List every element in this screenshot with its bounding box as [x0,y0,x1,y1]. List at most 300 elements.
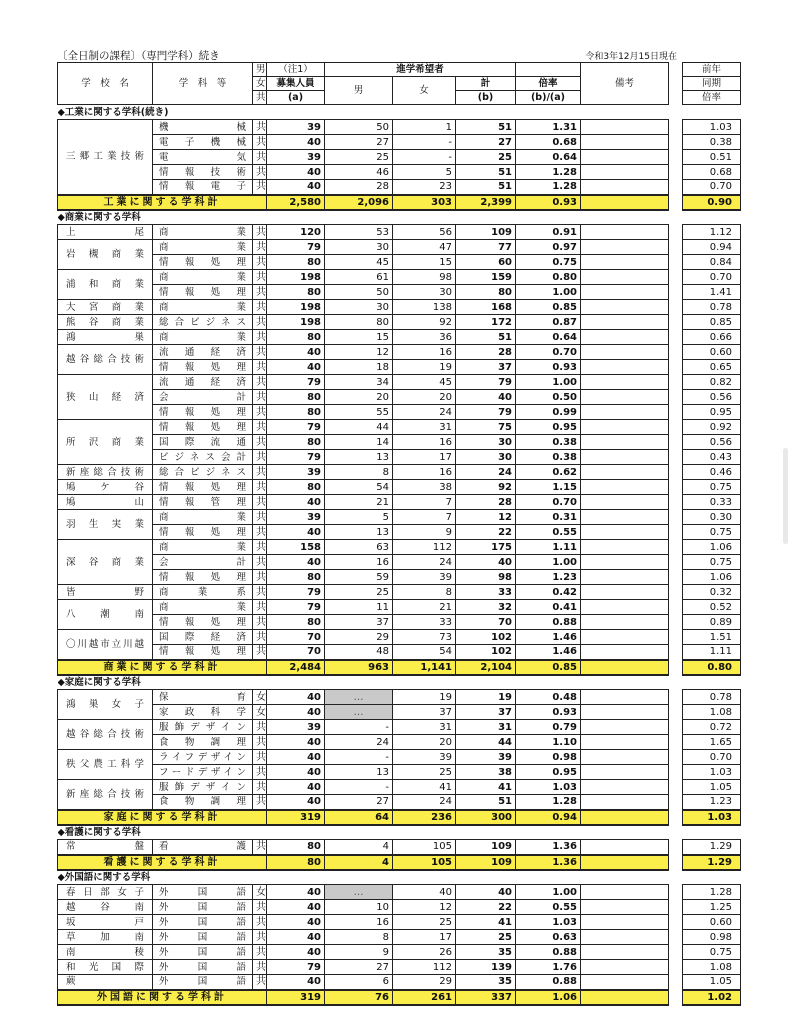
total-label: 商業に関する学科計 [58,660,267,675]
female-cell: 24 [393,795,456,810]
female-cell: 37 [393,705,456,720]
recruit-cell: 79 [267,375,325,390]
gender-cell: 女 [253,690,267,705]
total-cell: 75 [456,420,516,435]
table-row [58,225,669,240]
male-cell: 9 [325,945,393,960]
section-title: ◆工業に関する学科(続き) [58,105,669,120]
male-cell: 15 [325,330,393,345]
prev-ratio-cell: 1.12 [683,225,741,240]
prev-ratio-cell: 0.72 [683,720,741,735]
notes-cell [581,945,669,960]
recruit-cell: 80 [267,435,325,450]
prev-ratio-cell: 1.29 [683,840,741,855]
female-cell: 15 [393,255,456,270]
school-name: 浦 和 商 業 [58,270,153,300]
section-title: ◆商業に関する学科 [58,210,669,225]
male-cell: 53 [325,225,393,240]
dept-name: 家 政 科 学 [153,705,253,720]
dept-name: 外 国 語 [153,975,253,990]
col-prev-1: 前年 [683,63,741,77]
ratio-cell: 1.46 [516,645,581,660]
total-cell: 109 [456,840,516,855]
recruit-cell: 40 [267,975,325,990]
school-name: 鳩 ケ 谷 [58,480,153,495]
female-cell: 29 [393,975,456,990]
total-cell: 22 [456,900,516,915]
prev-ratio-cell: 1.08 [683,960,741,975]
prev-ratio-cell: 0.75 [683,945,741,960]
col-prev-2: 同期 [683,77,741,91]
ratio-cell: 0.91 [516,225,581,240]
gender-cell: 共 [253,480,267,495]
female-cell: 12 [393,900,456,915]
notes-cell [581,705,669,720]
table-row [58,720,669,735]
school-name: 越谷総合技術 [58,720,153,750]
school-name: 熊 谷 商 業 [58,315,153,330]
recruit-cell: 39 [267,465,325,480]
total-row [58,990,669,1005]
ratio-cell: 1.03 [516,915,581,930]
prev-row [683,330,741,345]
notes-cell [581,330,669,345]
table-body [58,105,669,1005]
male-cell: 10 [325,900,393,915]
gender-cell: 共 [253,300,267,315]
prev-row [683,720,741,735]
prev-row [683,270,741,285]
dept-name: 総合ビジネス [153,315,253,330]
total-sum: 337 [456,990,516,1005]
ratio-cell: 0.41 [516,600,581,615]
gender-cell: 共 [253,840,267,855]
total-cell: 102 [456,645,516,660]
prev-ratio-cell: 1.08 [683,705,741,720]
table-row [58,240,669,255]
notes-cell [581,375,669,390]
col-dept: 学 科 等 [153,63,253,105]
prev-ratio-cell: 1.03 [683,120,741,135]
table-row [58,465,669,480]
recruit-cell: 79 [267,240,325,255]
total-notes [581,660,669,675]
recruit-cell: 198 [267,300,325,315]
dept-name: 商 業 [153,225,253,240]
dept-name: 服飾デザイン [153,720,253,735]
female-cell: 24 [393,405,456,420]
female-cell: 23 [393,180,456,195]
recruit-cell: 80 [267,615,325,630]
recruit-cell: 39 [267,510,325,525]
gender-cell: 女 [253,705,267,720]
school-name: 越 谷 南 [58,900,153,915]
dept-name: 情 報 電 子 [153,180,253,195]
prev-row [683,525,741,540]
recruit-cell: 80 [267,405,325,420]
male-cell: … [325,690,393,705]
prev-ratio-cell: 1.23 [683,795,741,810]
prev-ratio-cell: 1.05 [683,975,741,990]
notes-cell [581,180,669,195]
female-cell: 36 [393,330,456,345]
total-recruit: 80 [267,855,325,870]
dept-name: 情 報 処 理 [153,255,253,270]
ratio-cell: 1.03 [516,780,581,795]
ratio-cell: 1.11 [516,540,581,555]
notes-cell [581,465,669,480]
notes-cell [581,735,669,750]
male-cell: 27 [325,135,393,150]
total-notes [581,810,669,825]
male-cell: - [325,720,393,735]
recruit-cell: 40 [267,525,325,540]
recruit-cell: 39 [267,720,325,735]
gender-cell: 共 [253,120,267,135]
notes-cell [581,285,669,300]
total-cell: 31 [456,720,516,735]
prev-ratio-cell: 0.84 [683,255,741,270]
total-ratio: 1.36 [516,855,581,870]
col-ratio-unit: (b)/(a) [516,91,581,105]
female-cell: 105 [393,840,456,855]
female-cell: 16 [393,465,456,480]
total-sum: 109 [456,855,516,870]
male-cell: 20 [325,390,393,405]
section-header [58,825,669,840]
school-name: 常 盤 [58,840,153,855]
notes-cell [581,150,669,165]
prev-row [683,735,741,750]
gender-cell: 共 [253,285,267,300]
gender-cell: 共 [253,225,267,240]
recruit-cell: 158 [267,540,325,555]
col-ratio: 倍率 [516,77,581,91]
recruit-cell: 198 [267,315,325,330]
recruit-cell: 40 [267,135,325,150]
total-label: 工業に関する学科計 [58,195,267,210]
total-cell: 33 [456,585,516,600]
school-name: 皆 野 [58,585,153,600]
notes-cell [581,240,669,255]
total-notes [581,195,669,210]
notes-cell [581,885,669,900]
gender-cell: 共 [253,585,267,600]
prev-row [683,165,741,180]
male-cell: 30 [325,240,393,255]
school-name: 鳩 山 [58,495,153,510]
dept-name: 情 報 処 理 [153,645,253,660]
section-spacer [683,825,741,840]
notes-cell [581,405,669,420]
prev-row [683,255,741,270]
prev-ratio-cell: 1.06 [683,540,741,555]
female-cell: 19 [393,360,456,375]
male-cell: … [325,885,393,900]
gender-cell: 共 [253,960,267,975]
female-cell: 45 [393,375,456,390]
recruit-cell: 70 [267,645,325,660]
gender-cell: 共 [253,900,267,915]
ratio-cell: 0.99 [516,405,581,420]
notes-cell [581,915,669,930]
total-label: 外国語に関する学科計 [58,990,267,1005]
recruit-cell: 40 [267,345,325,360]
school-name: 南 稜 [58,945,153,960]
male-cell: 8 [325,930,393,945]
gender-cell: 共 [253,435,267,450]
total-label: 家庭に関する学科計 [58,810,267,825]
male-cell: 11 [325,600,393,615]
ratio-cell: 0.88 [516,615,581,630]
prev-row [683,375,741,390]
notes-cell [581,345,669,360]
dept-name: ライフデザイン [153,750,253,765]
total-cell: 24 [456,465,516,480]
female-cell: 17 [393,450,456,465]
female-cell: 31 [393,420,456,435]
male-cell: 54 [325,480,393,495]
ratio-cell: 1.00 [516,285,581,300]
gender-cell: 共 [253,780,267,795]
male-cell: 25 [325,150,393,165]
dept-name: 情 報 処 理 [153,420,253,435]
ratio-cell: 0.79 [516,720,581,735]
school-name: 所 沢 商 業 [58,420,153,465]
col-school: 学 校 名 [58,63,153,105]
dept-name: 商 業 [153,240,253,255]
recruit-cell: 40 [267,750,325,765]
table-row [58,900,669,915]
dept-name: 流 通 経 済 [153,345,253,360]
table-row [58,915,669,930]
prev-row [683,180,741,195]
prev-ratio-cell: 0.85 [683,315,741,330]
recruit-cell: 79 [267,450,325,465]
female-cell: 92 [393,315,456,330]
total-cell: 30 [456,435,516,450]
school-name: 草 加 南 [58,930,153,945]
notes-cell [581,615,669,630]
section-header [58,870,669,885]
recruit-cell: 80 [267,255,325,270]
dept-name: 看 護 [153,840,253,855]
prev-row [683,915,741,930]
notes-cell [581,495,669,510]
prev-row [683,285,741,300]
notes-cell [581,600,669,615]
male-cell: 80 [325,315,393,330]
dept-name: 機 械 [153,120,253,135]
recruit-cell: 120 [267,225,325,240]
male-cell: 50 [325,120,393,135]
dept-name: 食 物 調 理 [153,735,253,750]
dept-name: 流 通 経 済 [153,375,253,390]
prev-ratio-cell: 0.32 [683,585,741,600]
total-label: 看護に関する学科計 [58,855,267,870]
prev-row [683,390,741,405]
ratio-cell: 1.36 [516,840,581,855]
total-cell: 40 [456,555,516,570]
total-ratio: 0.85 [516,660,581,675]
male-cell: 5 [325,510,393,525]
notes-cell [581,840,669,855]
female-cell: 38 [393,480,456,495]
gender-cell: 共 [253,555,267,570]
gender-cell: 共 [253,255,267,270]
notes-cell [581,780,669,795]
section-spacer [683,870,741,885]
table-row [58,630,669,645]
male-cell: … [325,705,393,720]
prev-ratio-cell: 0.70 [683,180,741,195]
total-cell: 39 [456,750,516,765]
prev-row [683,900,741,915]
gender-cell: 共 [253,720,267,735]
gender-cell: 共 [253,765,267,780]
gender-cell: 共 [253,795,267,810]
prev-ratio-cell: 1.25 [683,900,741,915]
table-row [58,540,669,555]
female-cell: 112 [393,540,456,555]
total-cell: 25 [456,930,516,945]
ratio-cell: 1.15 [516,480,581,495]
recruit-cell: 80 [267,285,325,300]
prev-ratio-cell: 0.52 [683,600,741,615]
female-cell: 17 [393,930,456,945]
dept-name: 外 国 語 [153,930,253,945]
ratio-cell: 0.38 [516,450,581,465]
total-ratio: 0.93 [516,195,581,210]
ratio-cell: 0.88 [516,975,581,990]
prev-row [683,705,741,720]
dept-name: 電 子 機 械 [153,135,253,150]
total-cell: 30 [456,450,516,465]
prev-ratio-cell: 0.70 [683,270,741,285]
table-row [58,375,669,390]
scrollbar[interactable] [783,448,788,544]
total-cell: 172 [456,315,516,330]
recruit-cell: 79 [267,960,325,975]
female-cell: 56 [393,225,456,240]
table-row [58,120,669,135]
prev-row [683,225,741,240]
notes-cell [581,420,669,435]
female-cell: 25 [393,915,456,930]
total-cell: 38 [456,765,516,780]
prev-ratio-cell: 0.38 [683,135,741,150]
female-cell: 7 [393,510,456,525]
notes-cell [581,300,669,315]
ratio-cell: 0.98 [516,750,581,765]
total-cell: 32 [456,600,516,615]
female-cell: 25 [393,765,456,780]
total-cell: 168 [456,300,516,315]
recruit-cell: 198 [267,270,325,285]
total-cell: 12 [456,510,516,525]
total-cell: 19 [456,690,516,705]
notes-cell [581,165,669,180]
ratio-cell: 0.31 [516,510,581,525]
total-recruit: 2,580 [267,195,325,210]
table-row [58,945,669,960]
gender-cell: 共 [253,510,267,525]
notes-cell [581,975,669,990]
dept-name: 食 物 調 理 [153,795,253,810]
dept-name: 総合ビジネス [153,465,253,480]
ratio-cell: 1.76 [516,960,581,975]
prev-row [683,585,741,600]
male-cell: 29 [325,630,393,645]
school-name: 八 潮 南 [58,600,153,630]
total-row [58,810,669,825]
recruit-cell: 40 [267,735,325,750]
female-cell: 39 [393,570,456,585]
dept-name: 外 国 語 [153,885,253,900]
male-cell: 34 [325,375,393,390]
dept-name: 情 報 処 理 [153,360,253,375]
prev-ratio-cell: 0.95 [683,405,741,420]
prev-row [683,840,741,855]
gender-cell: 共 [253,930,267,945]
notes-cell [581,720,669,735]
table-row [58,600,669,615]
notes-cell [581,225,669,240]
applicants-table [57,62,669,1006]
total-cell: 102 [456,630,516,645]
recruit-cell: 39 [267,120,325,135]
prev-row [683,960,741,975]
total-cell: 139 [456,960,516,975]
dept-name: 商 業 系 [153,585,253,600]
table-row [58,690,669,705]
section-header [58,105,669,120]
ratio-cell: 1.00 [516,555,581,570]
prev-ratio-cell: 0.75 [683,480,741,495]
total-cell: 40 [456,885,516,900]
school-name: 秩父農工科学 [58,750,153,780]
total-cell: 80 [456,285,516,300]
gender-cell: 共 [253,735,267,750]
recruit-cell: 80 [267,570,325,585]
recruit-cell: 40 [267,690,325,705]
col-recruit: 募集人員 [267,77,325,91]
table-row [58,510,669,525]
table-row [58,585,669,600]
notes-cell [581,795,669,810]
total-prev-ratio: 1.02 [683,990,741,1005]
gender-cell: 共 [253,420,267,435]
male-cell: 37 [325,615,393,630]
recruit-cell: 79 [267,600,325,615]
recruit-cell: 70 [267,630,325,645]
table-row [58,840,669,855]
prev-ratio-cell: 0.43 [683,450,741,465]
female-cell: 5 [393,165,456,180]
ratio-cell: 0.42 [516,585,581,600]
notes-cell [581,135,669,150]
school-name: 和 光 国 際 [58,960,153,975]
total-cell: 109 [456,225,516,240]
prev-ratio-cell: 0.66 [683,330,741,345]
col-gender-c: 共 [253,91,267,105]
gender-cell: 共 [253,915,267,930]
dept-name: 外 国 語 [153,900,253,915]
section-header [58,675,669,690]
table-row [58,270,669,285]
male-cell: 18 [325,360,393,375]
dept-name: 商 業 [153,270,253,285]
